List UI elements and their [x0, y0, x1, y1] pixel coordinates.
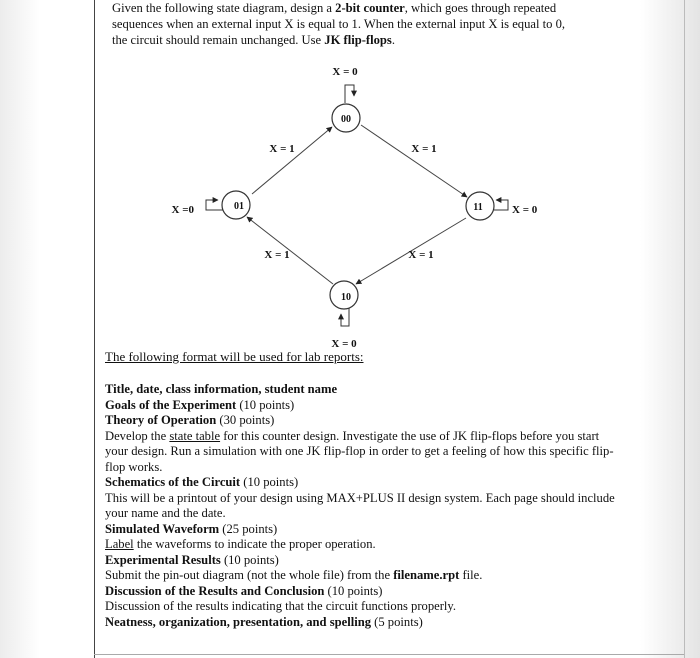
req-experimental: Experimental Results (10 points): [105, 552, 279, 567]
label-edge-00-11: X = 1: [411, 143, 437, 155]
edge-00-to-11: [361, 125, 467, 197]
state-node-00: [332, 104, 360, 132]
svg-text:11: 11: [473, 202, 483, 213]
req-schematics: Schematics of the Circuit (10 points): [105, 475, 299, 489]
self-loop-00: [345, 85, 354, 103]
self-loop-01: [206, 200, 223, 210]
label-self-01: X =0: [171, 204, 194, 216]
label-edge-01-00: X = 1: [269, 143, 295, 155]
state-node-11: [466, 192, 494, 220]
req-theory: Theory of Operation (30 points): [105, 413, 275, 427]
document-page: [94, 0, 694, 658]
intro-line-1: Given the following state diagram, design a 2-bit counter, which goes through repeated: [112, 1, 557, 15]
format-heading: The following format will be used for lab reports:: [105, 349, 364, 364]
label-edge-10-01: X = 1: [264, 249, 290, 261]
state-node-10: [330, 281, 358, 309]
req-neatness: Neatness, organization, presentation, and spelling (5 points): [105, 614, 423, 629]
state-node-01: [222, 191, 250, 219]
svg-text:00: 00: [341, 114, 351, 125]
req-goals: Goals of the Experiment (10 points): [105, 397, 295, 412]
svg-text:10: 10: [341, 292, 351, 303]
req-discussion-text: Discussion of the results indicating that the circuit functions properly.: [105, 599, 457, 613]
req-waveform: Simulated Waveform (25 points): [105, 521, 278, 536]
label-self-00: X = 0: [332, 66, 358, 78]
edge-01-to-00: [252, 127, 332, 194]
req-theory-text: Develop the state table for this counter design. Investigate the use of JK flip-flops before you start your design. Run a simulation with one JK flip-flop in order to get a feeling of how this specific flip-flop works.: [105, 428, 614, 474]
self-loop-10: [341, 308, 349, 326]
intro-line-2: sequences when an external input X is equal to 1. When the external input X is equal to 0,: [112, 17, 566, 31]
report-requirements: [105, 382, 625, 630]
req-schematics-text: This will be a printout of your design using MAX+PLUS II design system. Each page should include your name and the date.: [105, 490, 615, 520]
req-experimental-text: Submit the pin-out diagram (not the whole file) from the filename.rpt file.: [105, 568, 483, 582]
state-diagram: [94, 0, 694, 360]
label-self-10: X = 0: [331, 338, 357, 350]
label-self-11: X = 0: [512, 204, 538, 216]
req-discussion: Discussion of the Results and Conclusion (10 points): [105, 583, 383, 598]
req-title-line: Title, date, class information, student name: [105, 382, 338, 396]
label-edge-11-10: X = 1: [408, 249, 434, 261]
self-loop-11: [494, 200, 508, 210]
svg-text:01: 01: [234, 201, 244, 212]
edge-10-to-01: [247, 217, 333, 284]
req-waveform-text: Label the waveforms to indicate the proper operation.: [105, 537, 376, 551]
intro-line-3: the circuit should remain unchanged. Use JK flip-flops.: [112, 33, 395, 47]
